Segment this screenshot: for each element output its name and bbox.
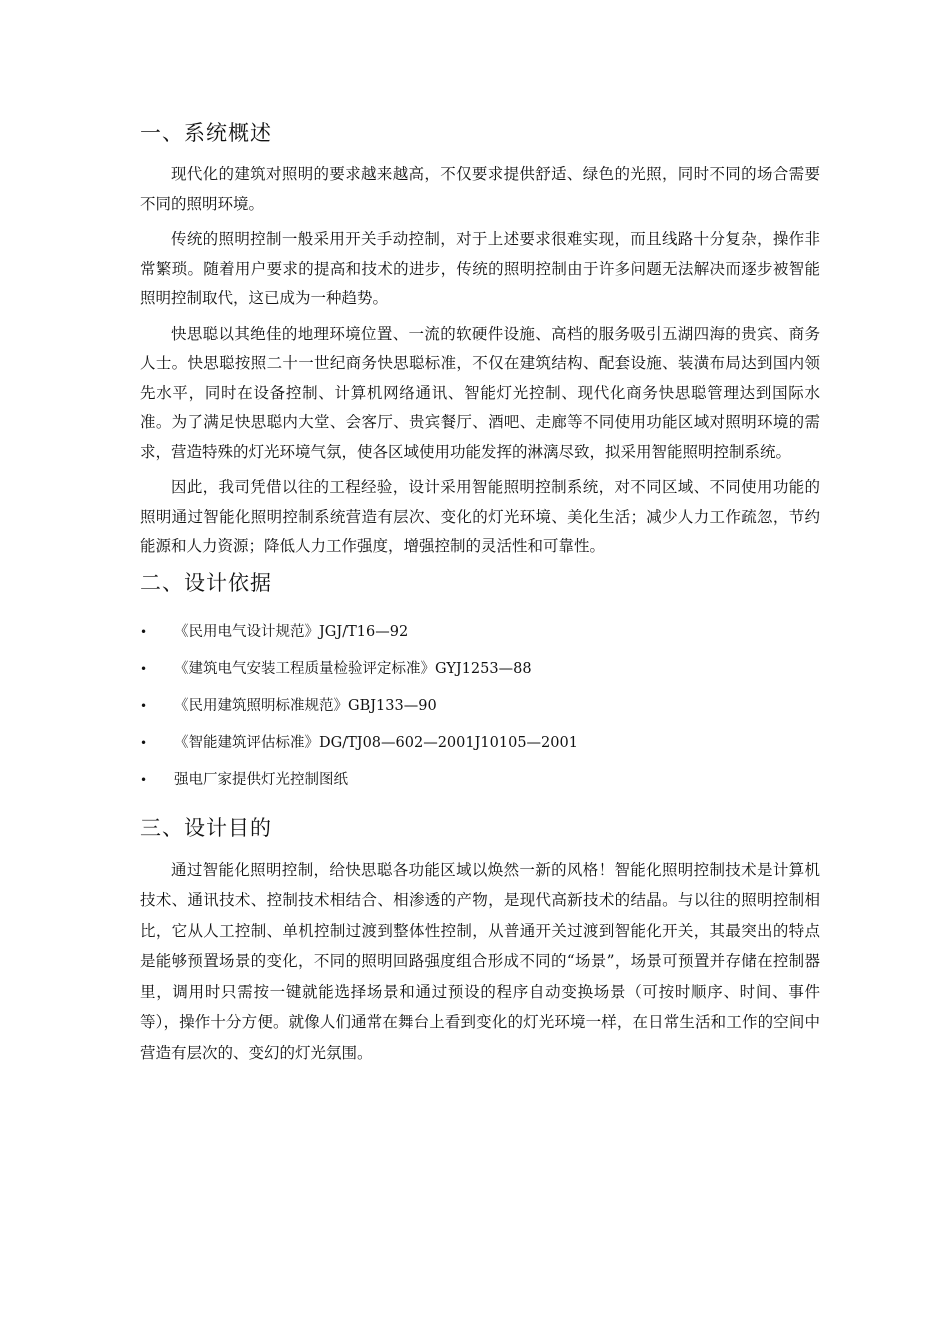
list-item (140, 725, 820, 762)
paragraph: 现代化的建筑对照明的要求越来越高，不仅要求提供舒适、绿色的光照，同时不同的场合需要不同的照明环境。 (140, 165, 820, 213)
list-item (140, 688, 820, 725)
bullet-icon: • (140, 698, 148, 713)
paragraph: 因此，我司凭借以往的工程经验，设计采用智能照明控制系统，对不同区域、不同使用功能的照明通过智能化照明控制系统营造有层次、变化的灯光环境、美化生活；减少人力工作疏忽，节约能源和人力资源；降低人力工作强度，增强控制的灵活性和可靠性。 (140, 478, 820, 555)
list-item (140, 762, 820, 799)
list-item (140, 614, 820, 651)
section-heading-design-basis: 二、设计依据 (140, 570, 272, 595)
list-item (140, 651, 820, 688)
list-item-text: 《建筑电气安装工程质量检验评定标准》GYJ1253—88 (174, 660, 532, 677)
paragraph: 快思聪以其绝佳的地理环境位置、一流的软硬件设施、高档的服务吸引五湖四海的贵宾、商务人士。快思聪按照二十一世纪商务快思聪标准，不仅在建筑结构、配套设施、装潢布局达到国内领先水平，同时在设备控制、计算机网络通讯、智能灯光控制、现代化商务快思聪管理达到国际水准。为了满足快思聪内大堂、会客厅、贵宾餐厅、酒吧、走廊等不同使用功能区域对照明环境的需求，营造特殊的灯光环境气氛，使各区域使用功能发挥的淋漓尽致，拟采用智能照明控制系统。 (140, 324, 820, 461)
bullet-icon: • (140, 772, 148, 787)
section-heading-design-purpose: 三、设计目的 (140, 815, 272, 840)
bullet-icon: • (140, 624, 148, 639)
paragraph: 通过智能化照明控制，给快思聪各功能区域以焕然一新的风格！智能化照明控制技术是计算机技术、通讯技术、控制技术相结合、相渗透的产物，是现代高新技术的结晶。与以往的照明控制相比，它从人工控制、单机控制过渡到整体性控制，从普通开关过渡到智能化开关，其最突出的特点是能够预置场景的变化，不同的照明回路强度组合形成不同的“场景”，场景可预置并存储在控制器里，调用时只需按一键就能选择场景和通过预设的程序自动变换场景（可按时顺序、时间、事件等），操作十分方便。就像人们通常在舞台上看到变化的灯光环境一样，在日常生活和工作的空间中营造有层次的、变幻的灯光氛围。 (140, 860, 820, 1062)
section-body-design-purpose (140, 855, 820, 1069)
list-item-text: 《民用建筑照明标准规范》GBJ133—90 (174, 697, 437, 714)
section-heading-overview: 一、系统概述 (140, 121, 272, 145)
list-item-text: 《智能建筑评估标准》DG/TJ08—602—2001J10105—2001 (174, 734, 578, 751)
list-item-text: 强电厂家提供灯光控制图纸 (174, 771, 348, 788)
paragraph: 传统的照明控制一般采用开关手动控制，对于上述要求很难实现，而且线路十分复杂，操作非常繁琐。随着用户要求的提高和技术的进步，传统的照明控制由于许多问题无法解决而逐步被智能照明控制取代，这已成为一种趋势。 (140, 230, 820, 307)
bullet-icon: • (140, 735, 148, 750)
bullet-icon: • (140, 661, 148, 676)
list-item-text: 《民用电气设计规范》JGJ/T16—92 (174, 623, 409, 640)
section-body-overview (140, 160, 820, 562)
document-page (140, 118, 820, 1074)
standards-list (140, 614, 820, 799)
